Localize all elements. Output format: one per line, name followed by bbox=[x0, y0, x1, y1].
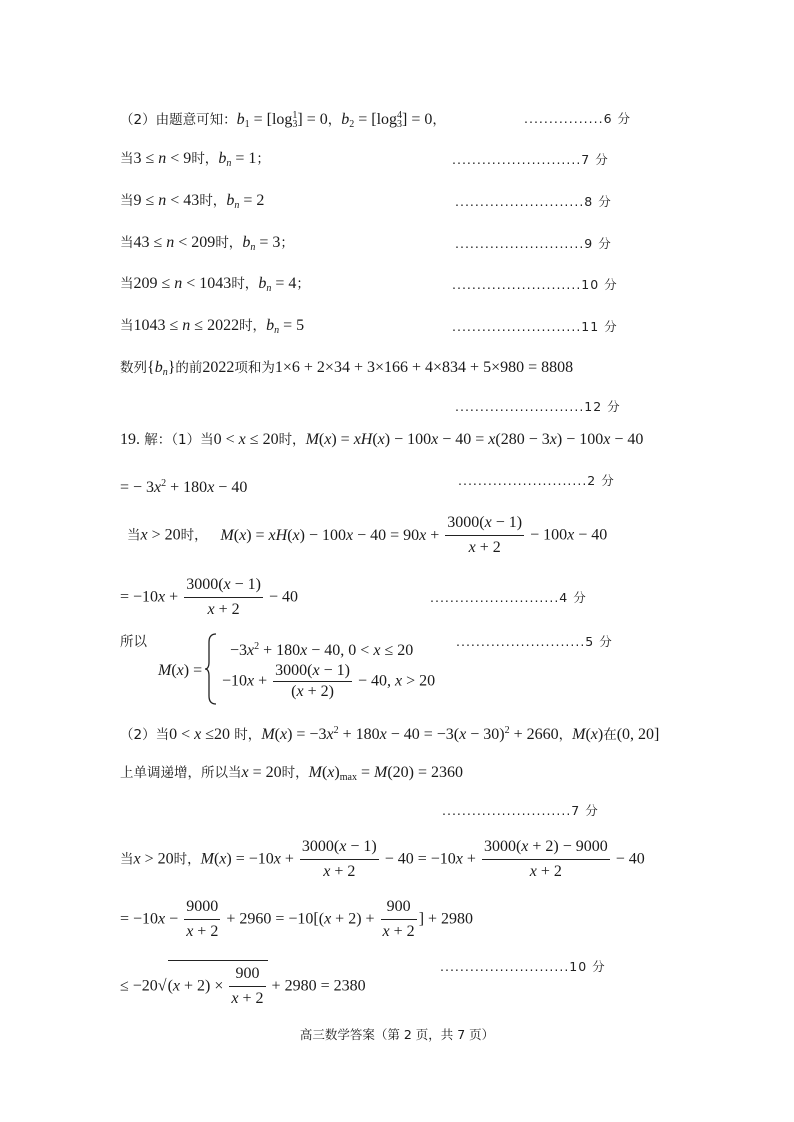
line-7: 数列$\{b_n\}$的前2022项和为1×6 + 2×34 + 3×166 + 4×834 + 5×980 = 8808 bbox=[120, 359, 574, 378]
line-14: 上单调递增，所以当x = 20时，$M(x)_{max} = M(20) = 2360$ bbox=[120, 764, 463, 783]
line-12-case1: $-3x^2 + 180x - 40$, 0 < x ≤ 20 bbox=[230, 641, 414, 659]
line-12-lhs: M(x) = bbox=[158, 662, 203, 679]
score-5: ..........................5 分 bbox=[456, 634, 613, 649]
score-10b: ..........................10 分 bbox=[440, 959, 606, 974]
score-4: ..........................4 分 bbox=[430, 590, 587, 605]
score-10a: ..........................10 分 bbox=[452, 277, 618, 292]
line-1: （2）由题意可知：$b_1 = [\log_3^1] = 0$，$b_2 = [\log_3^4] = 0$， bbox=[120, 110, 446, 130]
line-15: 当x > 20时，M(x) = −10x + $\frac{3000(x - 1)}{x + 2}$ − 40 = −10x + $\frac{3000(x + 2) - 9000}{x + 2}$ − 40 bbox=[120, 836, 645, 883]
line-6: 当1043 ≤ n ≤ 2022时，$b_n = 5$ bbox=[120, 317, 305, 336]
line-4: 当43 ≤ n < 209时，$b_n = 3$； bbox=[120, 234, 294, 253]
page-footer: 高三数学答案（第 2 页，共 7 页） bbox=[299, 1027, 495, 1042]
score-12: ..........................12 分 bbox=[455, 399, 621, 414]
line-5: 当209 ≤ n < 1043时，$b_n = 4$； bbox=[120, 275, 310, 294]
brace-icon bbox=[204, 632, 218, 706]
line-12-prefix-text: 所以 bbox=[120, 634, 147, 650]
line-10: 当x > 20时， M(x) = xH(x) − 100x − 40 = 90x + $\frac{3000(x - 1)}{x + 2}$ − 100x − 40 bbox=[127, 512, 607, 559]
line-12-prefix bbox=[120, 631, 147, 652]
line-17: ≤ −20√(x + 2) × $\frac{900}{x + 2}$ + 2980 = 2380 bbox=[120, 960, 366, 1010]
line-12-case2: −10x + $\frac{3000(x - 1)}{(x + 2)}$ − 40, x > 20 bbox=[222, 662, 436, 700]
score-9: ..........................9 分 bbox=[455, 236, 612, 251]
line-13: （2）当0 < x ≤20 时，$M(x) = -3x^2 + 180x - 40 = -3(x - 30)^2 + 2660$，M(x)在(0, 20] bbox=[120, 725, 660, 743]
score-7: ..........................7 分 bbox=[452, 152, 609, 167]
line-8: 19. 解：（1）当0 < x ≤ 20时，M(x) = xH(x) − 100x − 40 = x(280 − 3x) − 100x − 40 bbox=[120, 431, 644, 448]
score-8: ..........................8 分 bbox=[455, 194, 612, 209]
score-11: ..........................11 分 bbox=[452, 319, 618, 334]
score-2: ..........................2 分 bbox=[458, 473, 615, 488]
line-16: = −10x − $\frac{9000}{x + 2}$ + 2960 = −10[(x + 2) + $\frac{900}{x + 2}$ ] + 2980 bbox=[120, 896, 473, 943]
line-2: 当3 ≤ n < 9时，$b_n = 1$； bbox=[120, 150, 270, 169]
score-7b: ..........................7 分 bbox=[442, 803, 599, 818]
line-3: 当9 ≤ n < 43时，$b_n = 2$ bbox=[120, 192, 265, 211]
line-11: = −10x + $\frac{3000(x - 1)}{x + 2}$ − 40 bbox=[120, 574, 298, 621]
score-6: ................6 分 bbox=[524, 111, 632, 126]
line-9: = − $3x^2 + 180x - 40$ bbox=[120, 478, 248, 496]
